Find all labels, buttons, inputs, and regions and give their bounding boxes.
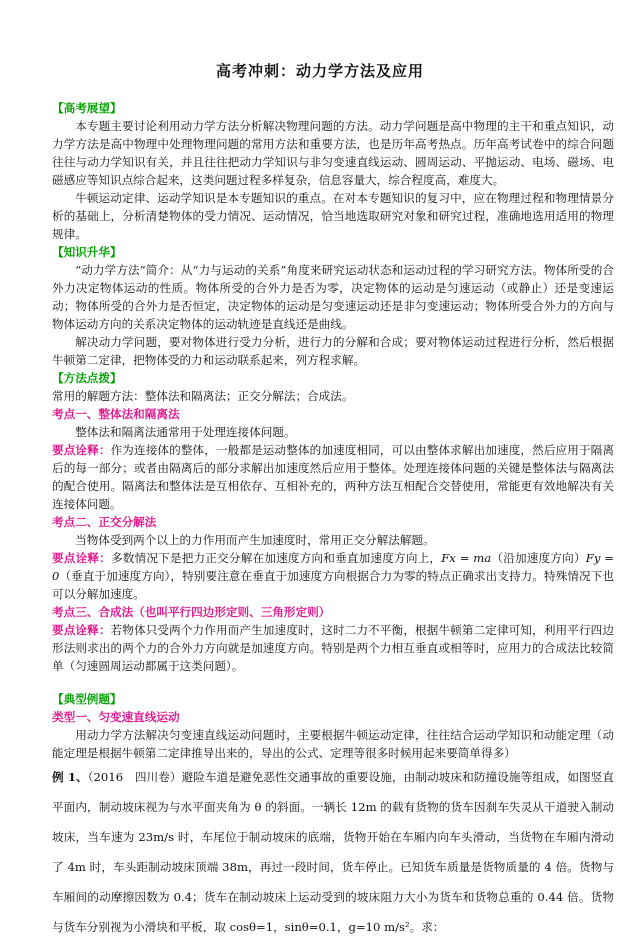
paragraph: 当物体受到两个以上的力作用而产生加速度时，常用正交分解法解题。 <box>75 533 435 547</box>
example-paragraph <box>52 762 614 942</box>
paragraph: 整体法和隔离法通常用于处理连接体问题。 <box>75 425 296 439</box>
paragraph: 牛顿运动定律、运动学知识是本专题知识的重点。在对本专题知识的复习中，应在物理过程和物理情景分析的基础上，分析清楚物体的受力情况、运动情况，恰当地选取研究对象和研究过程，准确地选用适用的物理规律。 <box>52 191 614 241</box>
section-heading-knowledge: 【知识升华】 <box>52 245 122 259</box>
note-text: 若物体只受两个力作用而产生加速度时，这时二力不平衡，根据牛顿第二定律可知，利用平行四边形法则求出的两个力的合外力方向就是加速度方向。特别是两个力相互垂直或相等时，应用力的合成法比较简单（匀速圆周运动都属于这类问题）。 <box>52 623 614 673</box>
spacer <box>52 675 614 690</box>
equation: Fy = 0 <box>52 551 614 583</box>
key-point-heading-3: 考点三、合成法（也叫平行四边形定则、三角形定则） <box>52 605 331 619</box>
note-label: 要点诠释： <box>52 551 111 565</box>
note-label: 要点诠释： <box>52 623 111 637</box>
section-heading-outlook: 【高考展望】 <box>52 101 122 115</box>
note-label: 要点诠释： <box>52 443 111 457</box>
section-heading-examples: 【典型例题】 <box>52 692 122 706</box>
note-paragraph <box>52 441 614 513</box>
note-paragraph <box>52 621 614 675</box>
note-text: （垂直于加速度方向），特别要注意在垂直于加速度方向根据合力为零的特点正确求出支持力。特殊情况下也可以分解加速度。 <box>52 569 614 601</box>
page-title: 高考冲刺：动力学方法及应用 <box>215 62 424 80</box>
paragraph: 常用的解题方法：整体法和隔离法；正交分解法；合成法。 <box>52 389 354 403</box>
document-body <box>52 99 614 942</box>
example-text: （2016 四川卷）避险车道是避免恶性交通事故的重要设施，由制动坡床和防撞设施等组成，如图竖直平面内，制动坡床视为与水平面夹角为 θ 的斜面。一辆长 12m 的载有货物的货车因刹车失灵从干道驶入制动坡床，当车速为 23m/s 时，车尾位于制动坡床的底端，货物开始在车厢内向车头滑动，当货物在车厢内滑动了 4m 时，车头距制动坡床顶端 38m，再过一段时间，货车停止。已知货车质量是货物质量的 4 倍。货物与车厢间的动摩擦因数为 0.4；货车在制动坡床上运动受到的坡床阻力大小为货车和货物总重的 0.44 倍。货物与货车分别视为小滑块和平板，取 cosθ=1，sinθ=0.1，g=10 m/s²。求： <box>52 770 614 934</box>
key-point-heading-2: 考点二、正交分解法 <box>52 515 157 529</box>
paragraph: 本专题主要讨论利用动力学方法分析解决物理问题的方法。动力学问题是高中物理的主干和重点知识，动力学方法是高中物理中处理物理问题的常用方法和重要方法，也是历年高考热点。历年高考试卷中的综合问题往往与动力学知识有关，并且往往把动力学知识与非匀变速直线运动、圆周运动、平抛运动、电场、磁场、电磁感应等知识点综合起来，这类问题过程多样复杂，信息容量大，综合程度高，难度大。 <box>52 119 614 187</box>
note-text: 多数情况下是把力正交分解在加速度方向和垂直加速度方向上， <box>110 551 442 565</box>
note-text: 作为连接体的整体，一般都是运动整体的加速度相同，可以由整体求解出加速度，然后应用于隔离后的每一部分；或者由隔离后的部分求解出加速度然后应用于整体。处理连接体问题的关键是整体法与隔离法的配合使用。隔离法和整体法是互相依存、互相补充的，两种方法互相配合交替使用，常能更有效地解决有关连接体问题。 <box>52 443 614 511</box>
key-point-heading-1: 考点一、整体法和隔离法 <box>52 407 180 421</box>
paragraph: 解决动力学问题，要对物体进行受力分析，进行力的分解和合成；要对物体运动过程进行分析，然后根据牛顿第二定律，把物体受的力和运动联系起来，列方程求解。 <box>52 335 614 367</box>
paragraph: 用动力学方法解决匀变速直线运动问题时，主要根据牛顿运动定律，往往结合运动学知识和动能定理（动能定理是根据牛顿第二定律推导出来的，导出的公式、定理等很多时候用起来要简单得多） <box>52 728 614 760</box>
note-paragraph <box>52 549 614 603</box>
paragraph: “动力学方法”简介：从“力与运动的关系”角度来研究运动状态和运动过程的学习研究方法。物体所受的合外力决定物体运动的性质。物体所受的合外力是否为零，决定物体的运动是匀速运动（或静止）还是变速运动；物体所受的合外力是否恒定，决定物体的运动是匀变速运动还是非匀变速运动；物体所受合外力的方向与物体运动方向的关系决定物体的运动轨迹是直线还是曲线。 <box>52 263 614 331</box>
equation: Fx = ma <box>441 551 492 565</box>
example-label: 例 1、 <box>52 770 88 784</box>
type-heading-1: 类型一、匀变速直线运动 <box>52 710 180 724</box>
example-1 <box>52 762 614 942</box>
note-text: （沿加速度方向） <box>491 551 586 565</box>
section-heading-method: 【方法点拨】 <box>52 371 122 385</box>
